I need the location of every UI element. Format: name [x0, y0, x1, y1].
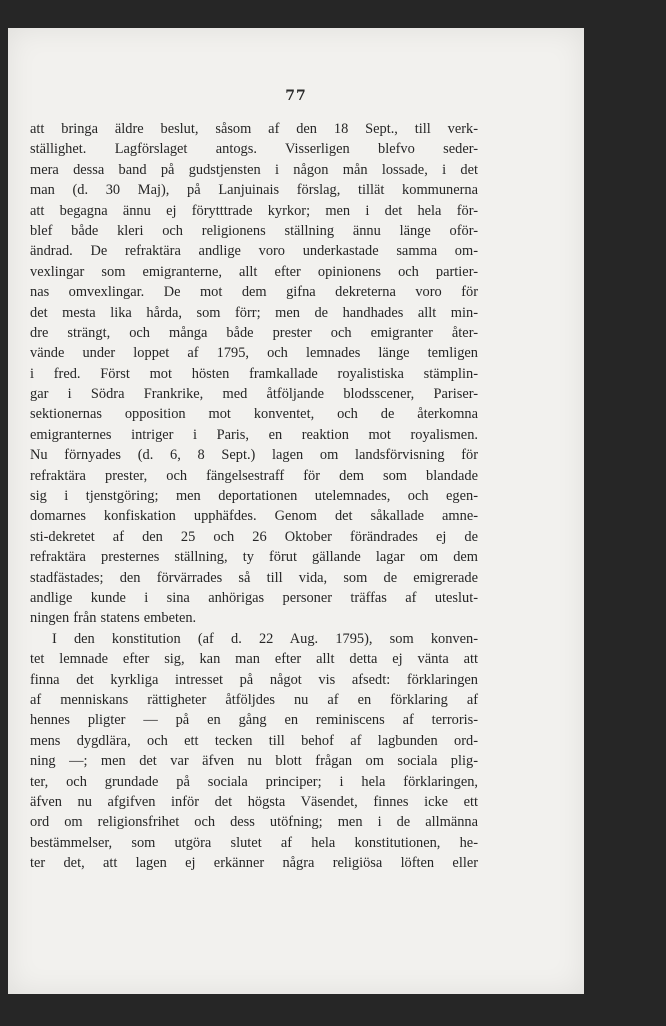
text-line: man (d. 30 Maj), på Lanjuinais förslag, tillät kommunerna — [30, 182, 478, 199]
text-line: nas omvexlingar. De mot dem gifna dekreterna voro för — [30, 284, 478, 301]
text-line: vexlingar som emigranterne, allt efter opinionens och partier- — [30, 263, 478, 280]
text-line: sti-dekretet af den 25 och 26 Oktober förändrades ej de — [30, 528, 478, 545]
text-line: äfven nu afgifven inför det högsta Väsendet, finnes icke ett — [30, 793, 478, 810]
text-line: mens dygdlära, och ett tecken till behof af lagbunden ord- — [30, 732, 478, 749]
text-line: refraktära prester, och fängelsestraff för dem som blandade — [30, 467, 478, 484]
text-line: ningen från statens embeten. — [30, 610, 197, 627]
text-line: blef både kleri och religionens ställning ännu länge oför- — [30, 222, 478, 239]
text-line: Nu förnyades (d. 6, 8 Sept.) lagen om landsförvisning för — [30, 447, 478, 464]
text-line: sektionernas opposition mot konventet, och de återkomna — [30, 406, 478, 423]
text-line: ändrad. De refraktära andlige voro underkastade samma om- — [30, 243, 478, 260]
text-line: finna det kyrkliga intresset på något vis afsedt: förklaringen — [30, 671, 478, 688]
text-line: det mesta lika hårda, som förr; men de handhades allt min- — [30, 304, 478, 321]
text-line: att begagna ännu ej förytttrade kyrkor; men i det hela för- — [30, 202, 478, 219]
text-line: bestämmelser, som utgöra slutet af hela konstitutionen, he- — [30, 834, 478, 851]
book-page — [8, 28, 584, 994]
text-line: ter, och grundade på sociala principer; i hela förklaringen, — [30, 773, 478, 790]
text-line: mera dessa band på gudstjensten i någon mån lossade, i det — [30, 161, 478, 178]
text-line: dre strängt, och många både prester och emigranter åter- — [30, 324, 478, 341]
body-text — [30, 119, 478, 873]
text-line: refraktära presternes ställning, ty förut gällande lagar om dem — [30, 549, 478, 566]
text-line: ning —; men det var äfven nu blott frågan om sociala plig- — [30, 753, 478, 770]
text-line: ord om religionsfrihet och dess utöfning; men i de allmänna — [30, 814, 478, 831]
text-line: vände under loppet af 1795, och lemnades länge temligen — [30, 345, 478, 362]
text-line: domarnes konfiskation upphäfdes. Genom det såkallade amne- — [30, 508, 478, 525]
text-line: i fred. Först mot hösten framkallade royalistiska stämplin- — [30, 365, 478, 382]
text-line: stadfästades; den förvärrades så till vida, som de emigrerade — [30, 569, 478, 586]
page-number: 77 — [285, 88, 307, 104]
text-line: att bringa äldre beslut, såsom af den 18 Sept., till verk- — [30, 121, 478, 137]
text-line: af menniskans rättigheter åtföljdes nu af en förklaring af — [30, 691, 478, 708]
text-line: gar i Södra Frankrike, med åtföljande blodsscener, Pariser- — [30, 386, 478, 403]
text-line: hennes pligter — på en gång en reminiscens af terroris- — [30, 712, 478, 729]
text-line: sig i tjenstgöring; men deportationen utelemnades, och egen- — [30, 488, 478, 505]
text-line: I den konstitution (af d. 22 Aug. 1795), som konven- — [52, 630, 478, 647]
text-line: emigranternes intriger i Paris, en reaktion mot royalismen. — [30, 426, 478, 443]
text-line: andlige kunde i sina anhörigas personer träffas af uteslut- — [30, 589, 478, 606]
text-line: ställighet. Lagförslaget antogs. Visserligen blefvo seder- — [30, 141, 478, 158]
text-line: tet lemnade efter sig, kan man efter allt detta ej vänta att — [30, 651, 478, 668]
text-line: ter det, att lagen ej erkänner några religiösa löften eller — [30, 855, 478, 872]
